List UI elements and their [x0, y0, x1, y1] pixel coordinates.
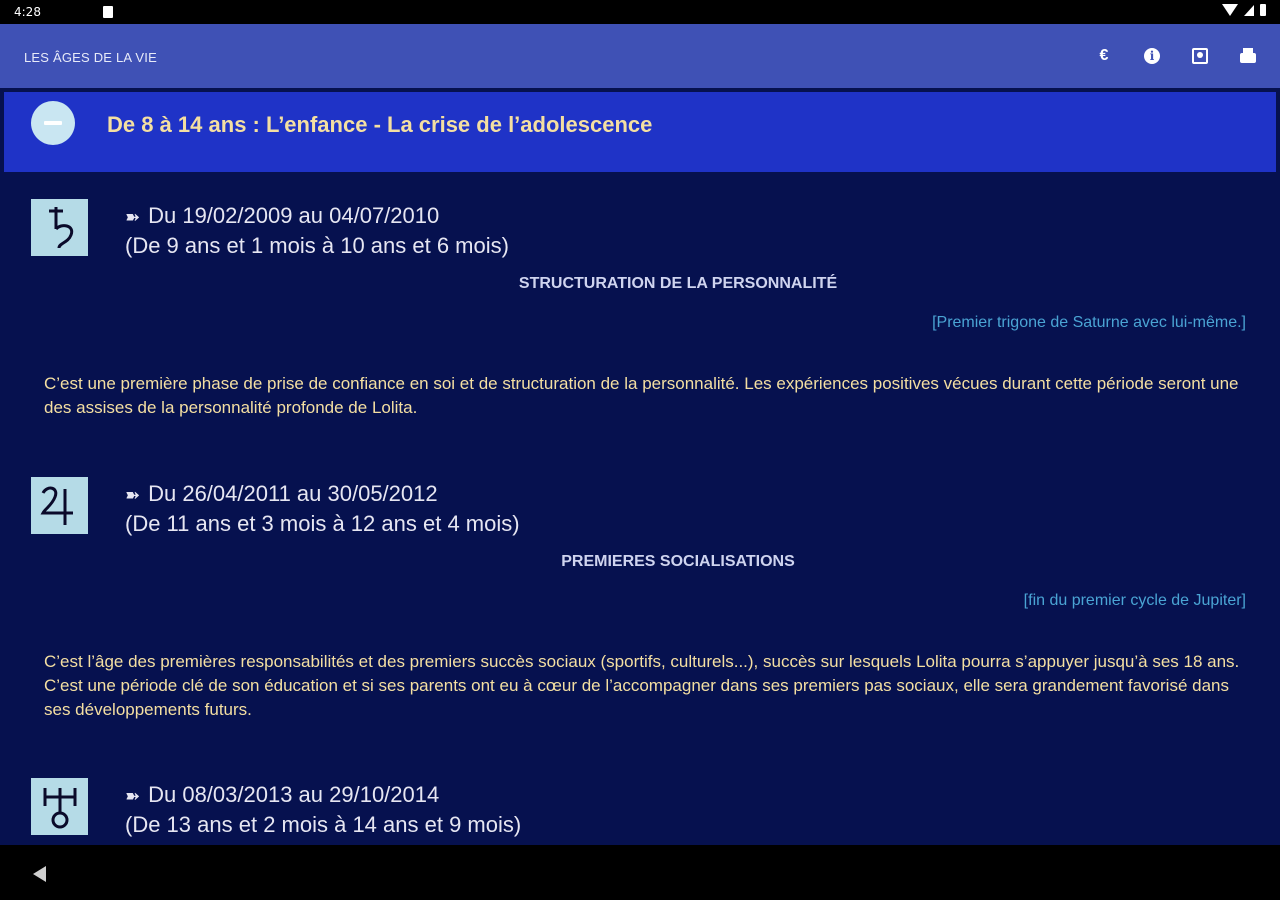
info-icon: i: [1144, 48, 1160, 64]
double-arrow-icon: ➽: [125, 207, 141, 228]
info-button[interactable]: [1140, 44, 1164, 68]
collapse-button[interactable]: [31, 101, 75, 145]
period-dates: [125, 203, 439, 229]
period-dates-text: Du 19/02/2009 au 04/07/2010: [148, 203, 440, 228]
print-icon: [1240, 53, 1256, 63]
period-theme: STRUCTURATION DE LA PERSONNALITÉ: [518, 275, 838, 292]
period-ages: (De 13 ans et 2 mois à 14 ans et 9 mois): [125, 812, 522, 837]
double-arrow-icon: ➽: [125, 485, 141, 506]
jupiter-icon: [31, 477, 88, 534]
period-ages: (De 9 ans et 1 mois à 10 ans et 6 mois): [125, 233, 509, 258]
euro-icon: €: [1099, 47, 1109, 64]
status-time: 4:28: [14, 5, 41, 19]
currency-button[interactable]: [1092, 44, 1116, 68]
period-description: C’est une première phase de prise de confiance en soi et de structuration de la personnalité. Les expériences positives vécues durant cette période seront une des assises de la personnalité profonde de Lolita.: [44, 374, 1239, 417]
minus-icon: [44, 121, 62, 125]
app-title: LES ÂGES DE LA VIE: [24, 50, 157, 65]
contact-button[interactable]: [1188, 44, 1212, 68]
period-ages: (De 11 ans et 3 mois à 12 ans et 4 mois): [125, 511, 520, 536]
double-arrow-icon: ➽: [125, 786, 141, 807]
period-dates-text: Du 08/03/2013 au 29/10/2014: [148, 782, 440, 807]
uranus-icon: [31, 778, 88, 835]
period-aspect: [Premier trigone de Saturne avec lui-même.]: [932, 314, 1246, 331]
navigation-bar: [0, 845, 1280, 900]
app-bar: [0, 24, 1280, 88]
section-title: De 8 à 14 ans : L’enfance - La crise de l’adolescence: [107, 112, 653, 137]
status-icons: [1222, 4, 1266, 16]
contact-icon: [1192, 48, 1208, 64]
sd-card-icon: [103, 6, 113, 18]
battery-icon: [1260, 4, 1266, 16]
period-dates: [125, 782, 439, 808]
signal-icon: [1244, 5, 1254, 16]
back-icon[interactable]: [33, 866, 46, 882]
app-actions: [1092, 44, 1260, 68]
period-theme: PREMIERES SOCIALISATIONS: [561, 553, 795, 570]
period-aspect: [fin du premier cycle de Jupiter]: [1023, 592, 1246, 609]
status-bar: [0, 0, 1280, 24]
section-header[interactable]: [4, 92, 1276, 172]
saturn-icon: [31, 199, 88, 256]
period-dates-text: Du 26/04/2011 au 30/05/2012: [148, 481, 438, 506]
print-button[interactable]: [1236, 44, 1260, 68]
period-description: C’est l’âge des premières responsabilités et des premiers succès sociaux (sportifs, culturels...), succès sur lesquels Lolita pourra s’appuyer jusqu’à ses 18 ans. C’est une période clé de son éducation et si ses parents ont eu à cœur de l’accompagner dans ses premiers pas sociaux, elle sera grandement favorisé dans ses développements futurs.: [44, 652, 1240, 719]
period-dates: [125, 481, 438, 507]
wifi-icon: [1222, 4, 1238, 16]
